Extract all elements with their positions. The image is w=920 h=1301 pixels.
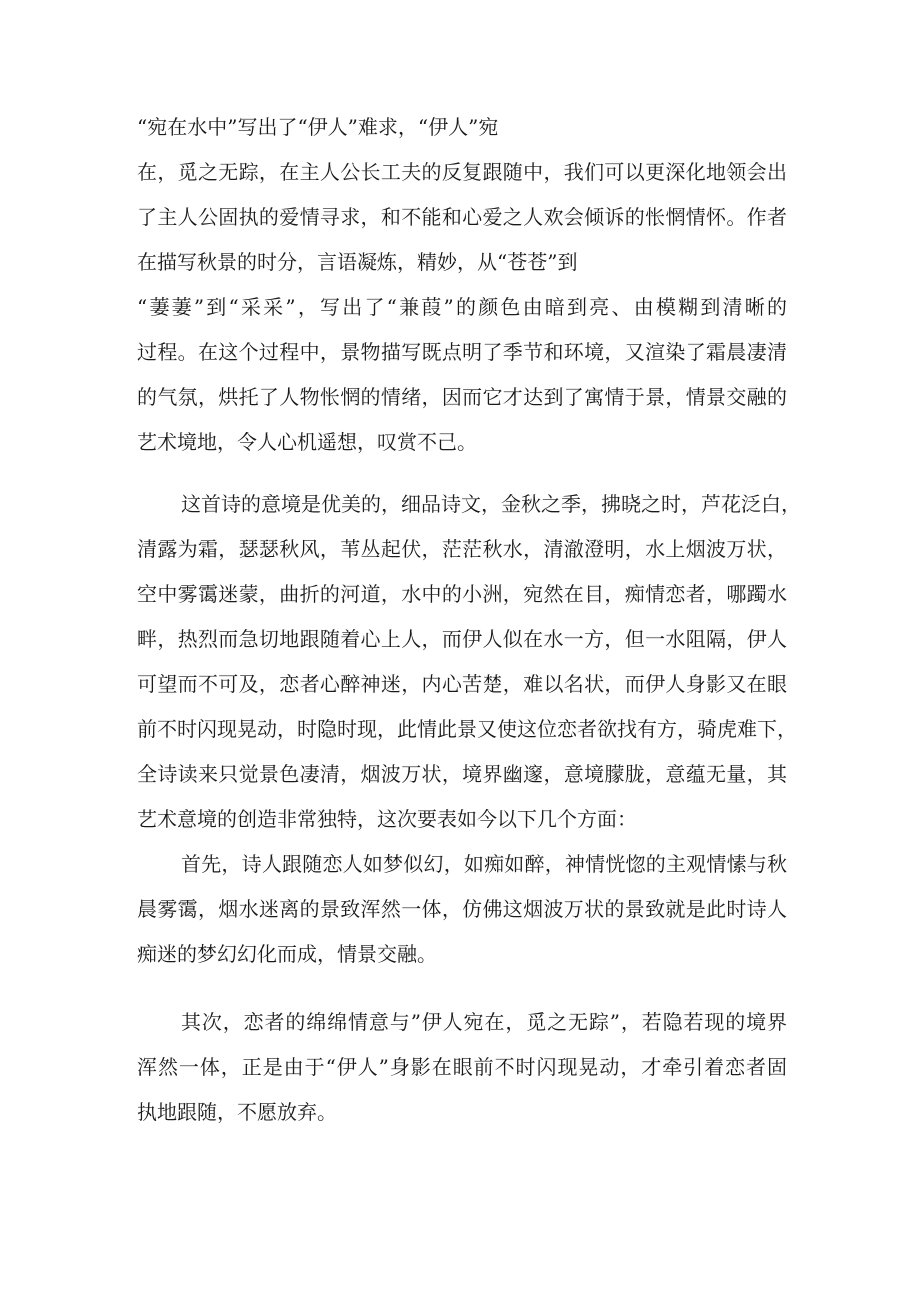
text-line: 在描写秋景的时分，言语凝炼，精妙，从“苍苍”到 — [137, 250, 578, 274]
text-line: 在，觅之无踪，在主人公长工夫的反复跟随中，我们可以更深化地领会出 — [137, 160, 787, 184]
text-line: 这首诗的意境是优美的，细品诗文，金秋之季，拂晓之时，芦花泛白， — [181, 492, 801, 516]
text-line: 清露为霜，瑟瑟秋风，苇丛起伏，茫茫秋水，清澈澄明，水上烟波万状， — [137, 537, 787, 561]
paragraph-2 — [137, 482, 801, 842]
text-line: 浑然一体，正是由于“伊人”身影在眼前不时闪现晃动，才牵引着恋者固 — [137, 1055, 787, 1079]
text-line: 晨雾霭，烟水迷离的景致浑然一体，仿佛这烟波万状的景致就是此时诗人 — [137, 897, 787, 921]
text-line: 的气氛，烘托了人物怅惘的情绪，因而它才达到了寓情于景，情景交融的 — [137, 385, 787, 409]
text-line: 畔，热烈而急切地跟随着心上人，而伊人似在水一方，但一水阻隔，伊人 — [137, 627, 787, 651]
paragraph-3 — [137, 842, 787, 977]
text-line: 过程。在这个过程中，景物描写既点明了季节和环境，又渲染了霜晨凄清 — [137, 340, 787, 364]
text-line: 执地跟随，不愿放弃。 — [137, 1100, 337, 1124]
text-line: 艺术意境的创造非常独特，这次要表如今以下几个方面： — [137, 807, 637, 831]
text-line: 了主人公固执的爱情寻求，和不能和心爱之人欢会倾诉的怅惘情怀。作者 — [137, 205, 787, 229]
text-line: 首先，诗人跟随恋人如梦似幻，如痴如醉，神情恍惚的主观情愫与秋 — [181, 852, 787, 876]
paragraph-4 — [137, 1000, 787, 1135]
text-line: 前不时闪现晃动，时隐时现，此情此景又使这位恋者欲找有方，骑虎难下， — [137, 717, 797, 741]
text-line: 全诗读来只觉景色凄清，烟波万状，境界幽邃，意境朦胧，意蕴无量，其 — [137, 762, 787, 786]
paragraph-1 — [137, 105, 787, 465]
text-line: 空中雾霭迷蒙，曲折的河道，水中的小洲，宛然在目，痴情恋者，哪躅水 — [137, 582, 787, 606]
text-line: 痴迷的梦幻幻化而成，情景交融。 — [137, 942, 437, 966]
text-line: “宛在水中”写出了“伊人”难求，“伊人”宛 — [137, 115, 499, 139]
text-line: 可望而不可及，恋者心醉神迷，内心苦楚，难以名状，而伊人身影又在眼 — [137, 672, 787, 696]
text-line: 其次，恋者的绵绵情意与”伊人宛在，觅之无踪”，若隐若现的境界 — [181, 1010, 787, 1034]
text-line: “萋萋”到“采采”，写出了“兼葭”的颜色由暗到亮、由模糊到清晰的 — [137, 295, 787, 319]
text-line: 艺术境地，令人心机遥想，叹赏不己。 — [137, 430, 477, 454]
